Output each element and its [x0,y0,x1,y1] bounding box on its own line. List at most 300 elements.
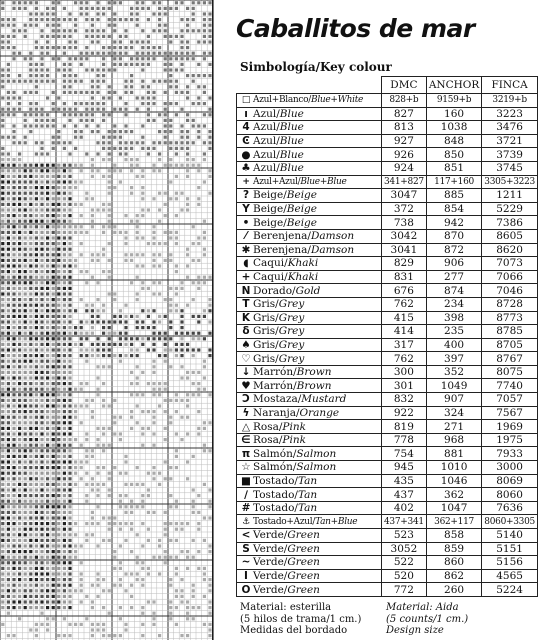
asterisk-icon: ✱ [241,243,251,256]
cross-stitch-pattern-grid [0,0,228,640]
table-row [237,216,538,230]
diagonal-slash-icon: ∕ [244,488,248,501]
finca-code: 1211 [482,189,538,203]
color-name-en: Blue [279,107,304,120]
finca-code: 3739 [482,148,538,162]
anchor-code: 398 [426,311,481,325]
finca-code: 3223 [482,107,538,121]
color-name-es: Azul/ [253,162,280,175]
finca-code: 3305+3223 [482,175,538,189]
color-name-cell [237,202,382,216]
color-name-cell [237,420,382,434]
table-row [237,501,538,515]
pin-down-icon: ↓ [241,366,251,379]
s-glyph-icon: S [242,542,250,555]
color-name-en: Blue [279,162,304,175]
table-row [237,243,538,257]
anchor-icon: ⚓ [242,516,250,527]
finca-code: 5229 [482,202,538,216]
dmc-code: 922 [382,406,427,420]
materials-english [386,602,468,637]
finca-code: 8705 [482,338,538,352]
table-row [237,556,538,570]
anchor-code: 851 [426,161,481,175]
square-outline-icon: □ [241,95,251,106]
color-name-es: Rosa/ [253,420,283,433]
design-size-line: Medidas del bordado [240,625,348,636]
color-name-en: Pink [282,434,306,447]
anchor-code: 906 [426,257,481,271]
material-count-line: (5 hilos de trama/1 cm.) [240,613,362,625]
color-name-cell [237,94,382,108]
anchor-code: 850 [426,148,481,162]
materials-spanish [240,602,361,637]
table-row [237,365,538,379]
color-name-cell [237,189,382,203]
finca-code: 7066 [482,270,538,284]
pi-icon: π [241,447,251,460]
color-name-cell [237,433,382,447]
color-name-en: Tan [297,488,318,501]
material-line: Material: Aida [386,602,459,613]
color-name-cell [237,542,382,556]
anchor-code: 260 [426,583,481,597]
anchor-code: 397 [426,352,481,366]
header-anchor: ANCHOR [426,77,481,94]
dmc-code: 415 [382,311,427,325]
table-row [237,542,538,556]
finca-code: 4565 [482,569,538,583]
color-name-cell [237,270,382,284]
color-name-cell [237,216,382,230]
color-name-es: Azul+Blanco/ [253,95,312,106]
club-icon: ♣ [241,162,251,175]
dmc-code: 829 [382,257,427,271]
color-name-en: Damson [310,243,355,256]
anchor-code: 352 [426,365,481,379]
anchor-code: 858 [426,529,481,543]
table-row [237,202,538,216]
finca-code: 8773 [482,311,538,325]
dmc-code: 827 [382,107,427,121]
k-glyph-icon: K [241,311,251,324]
dmc-code: 676 [382,284,427,298]
color-name-es: Marrón/ [253,366,297,379]
dmc-code: 3047 [382,189,427,203]
color-name-cell [237,365,382,379]
finca-code: 7386 [482,216,538,230]
table-row [237,284,538,298]
table-row [237,257,538,271]
anchor-code: 942 [426,216,481,230]
reversed-c-icon: Ↄ [242,393,250,406]
dmc-code: 317 [382,338,427,352]
dmc-code: 772 [382,583,427,597]
table-row [237,175,538,189]
color-name-cell [237,501,382,515]
color-name-es: Azul/ [253,148,280,161]
plus-icon: + [241,271,251,284]
finca-code: 3219+b [482,94,538,108]
color-name-en: Pink [282,420,306,433]
dmc-code: 372 [382,202,427,216]
finca-code: 3476 [482,121,538,135]
delta-glyph-icon: δ [242,325,250,338]
color-name-cell [237,243,382,257]
tilde-icon: ~ [241,556,251,569]
color-name-en: Beige [286,216,317,229]
material-line: Material: esterilla [240,602,332,613]
element-of-icon: ∈ [241,434,251,447]
color-name-en: Green [287,542,320,555]
filled-square-icon: ■ [241,474,251,487]
color-name-es: Gris/ [253,325,279,338]
table-row [237,379,538,393]
color-name-es: Verde/ [253,556,288,569]
color-name-en: Blue+Blue [300,176,347,187]
color-name-cell [237,284,382,298]
table-row [237,148,538,162]
lightning-icon: ϟ [242,406,250,419]
color-name-en: Salmon [296,461,337,474]
table-row [237,161,538,175]
finca-code: 5224 [482,583,538,597]
anchor-code: 400 [426,338,481,352]
dmc-code: 437 [382,488,427,502]
color-name-cell [237,175,382,189]
question-mark-icon: ? [242,189,250,202]
color-name-cell [237,161,382,175]
dmc-code: 945 [382,461,427,475]
color-name-en: Orange [299,406,340,419]
star-outline-icon: ☆ [241,461,251,474]
color-name-cell [237,556,382,570]
color-name-en: Green [287,556,320,569]
color-name-cell [237,325,382,339]
color-name-cell [237,529,382,543]
c-glyph-icon: Ͼ [242,135,250,148]
table-row [237,338,538,352]
dmc-code: 435 [382,474,427,488]
finca-code: 7740 [482,379,538,393]
n-glyph-icon: N [241,284,251,297]
color-name-en: Grey [278,298,305,311]
heart-icon: ♥ [241,379,251,392]
color-name-es: Gris/ [253,338,279,351]
anchor-code: 235 [426,325,481,339]
color-name-es: Tostado+Azul/ [253,516,316,527]
color-name-es: Salmón/ [253,461,297,474]
color-name-es: Tostado/ [253,502,298,515]
color-name-en: Beige [286,203,317,216]
color-name-es: Berenjena/ [253,230,311,243]
color-name-es: Berenjena/ [253,243,311,256]
spade-icon: ♠ [241,338,251,351]
dmc-code: 300 [382,365,427,379]
dmc-code: 522 [382,556,427,570]
dmc-code: 523 [382,529,427,543]
anchor-code: 277 [426,270,481,284]
table-row [237,134,538,148]
finca-code: 1975 [482,433,538,447]
table-row [237,474,538,488]
color-name-es: Tostado/ [253,488,298,501]
finca-code: 3000 [482,461,538,475]
color-name-es: Gris/ [253,352,279,365]
anchor-code: 874 [426,284,481,298]
color-name-cell [237,107,382,121]
color-name-en: Khaki [287,257,319,270]
anchor-code: 854 [426,202,481,216]
table-row [237,461,538,475]
slash-cross-icon: ⁄ [245,230,247,243]
dmc-code: 754 [382,447,427,461]
anchor-code: 1047 [426,501,481,515]
dmc-code: 831 [382,270,427,284]
table-row [237,121,538,135]
anchor-code: 1010 [426,461,481,475]
color-name-cell [237,569,382,583]
anchor-code: 860 [426,556,481,570]
table-row [237,583,538,597]
color-name-en: Grey [278,311,305,324]
color-name-cell [237,134,382,148]
anchor-code: 271 [426,420,481,434]
table-row [237,297,538,311]
circle-outline-icon: O [241,583,251,596]
color-name-en: Grey [278,338,305,351]
color-name-es: Naranja/ [253,406,300,419]
finca-code: 8620 [482,243,538,257]
color-name-es: Azul/ [253,135,280,148]
color-name-cell [237,311,382,325]
vertical-bar-icon: ı [244,107,248,120]
table-row [237,352,538,366]
dmc-code: 927 [382,134,427,148]
color-name-es: Caqui/ [253,257,288,270]
plus-icon: + [242,176,250,187]
table-row [237,447,538,461]
table-row [237,270,538,284]
table-row [237,311,538,325]
table-row [237,433,538,447]
dmc-code: 402 [382,501,427,515]
design-size-line: Design size [386,625,444,636]
less-than-icon: < [241,529,251,542]
header-finca: FINCA [482,77,538,94]
color-name-es: Beige/ [253,216,287,229]
finca-code: 7567 [482,406,538,420]
finca-code: 8060 [482,488,538,502]
color-name-es: Azul+Azul/ [253,176,301,187]
finca-code: 8060+3305 [482,515,538,529]
color-name-es: Azul/ [253,121,280,134]
color-name-en: Grey [278,325,305,338]
table-row [237,529,538,543]
t-glyph-icon: T [242,298,250,311]
color-name-es: Gris/ [253,311,279,324]
key-subtitle: Simbología/Key colour [240,60,392,74]
anchor-code: 9159+b [426,94,481,108]
color-name-cell [237,257,382,271]
heart-outline-icon: ♡ [241,352,251,365]
page-title: Caballitos de mar [236,14,475,43]
color-name-es: Salmón/ [253,447,297,460]
color-name-es: Verde/ [253,583,288,596]
color-name-cell [237,229,382,243]
table-row [237,189,538,203]
anchor-code: 1038 [426,121,481,135]
finca-code: 8728 [482,297,538,311]
color-name-en: Green [287,583,320,596]
dmc-code: 762 [382,352,427,366]
anchor-code: 324 [426,406,481,420]
numeral-four-icon: 4 [242,121,250,134]
color-name-es: Azul/ [253,107,280,120]
color-name-en: Brown [296,366,332,379]
y-glyph-icon: Y [242,203,250,216]
color-name-en: Grey [278,352,305,365]
anchor-code: 117+160 [426,175,481,189]
color-name-cell [237,297,382,311]
table-row [237,488,538,502]
anchor-code: 1046 [426,474,481,488]
finca-code: 7073 [482,257,538,271]
header-blank [237,77,382,94]
color-key-table [236,76,538,597]
table-row [237,94,538,108]
dmc-code: 926 [382,148,427,162]
color-name-cell [237,121,382,135]
color-name-cell [237,461,382,475]
dmc-code: 819 [382,420,427,434]
anchor-code: 907 [426,393,481,407]
dmc-code: 832 [382,393,427,407]
dmc-code: 778 [382,433,427,447]
table-row [237,420,538,434]
color-name-es: Tostado/ [253,474,298,487]
color-name-es: Gris/ [253,298,279,311]
color-name-cell [237,488,382,502]
color-name-cell [237,474,382,488]
hash-icon: # [241,502,251,515]
anchor-code: 872 [426,243,481,257]
color-name-cell [237,447,382,461]
anchor-code: 968 [426,433,481,447]
anchor-code: 362+117 [426,515,481,529]
finca-code: 8767 [482,352,538,366]
finca-code: 8069 [482,474,538,488]
color-name-es: Verde/ [253,570,288,583]
finca-code: 7933 [482,447,538,461]
color-name-en: Blue [279,135,304,148]
anchor-code: 848 [426,134,481,148]
pattern-texture [0,0,213,640]
dmc-code: 828+b [382,94,427,108]
color-name-en: Green [287,529,320,542]
color-name-cell [237,352,382,366]
dmc-code: 924 [382,161,427,175]
color-name-es: Rosa/ [253,434,283,447]
finca-code: 7636 [482,501,538,515]
color-name-en: Blue [279,148,304,161]
dot-icon: • [242,216,250,229]
anchor-code: 870 [426,229,481,243]
finca-code: 8785 [482,325,538,339]
finca-code: 7046 [482,284,538,298]
color-name-en: Blue+White [311,95,364,106]
color-name-en: Beige [286,189,317,202]
color-name-cell [237,583,382,597]
finca-code: 5156 [482,556,538,570]
anchor-code: 160 [426,107,481,121]
table-row [237,569,538,583]
finca-code: 7057 [482,393,538,407]
color-name-en: Mustard [301,393,347,406]
anchor-code: 234 [426,297,481,311]
finca-code: 3721 [482,134,538,148]
color-name-es: Beige/ [253,203,287,216]
table-row [237,325,538,339]
anchor-code: 362 [426,488,481,502]
color-name-en: Gold [295,284,321,297]
color-name-en: Salmon [296,447,337,460]
color-name-es: Marrón/ [253,379,297,392]
color-name-en: Green [287,570,320,583]
dmc-code: 738 [382,216,427,230]
filled-circle-icon: ● [241,148,251,161]
table-row [237,107,538,121]
finca-code: 5151 [482,542,538,556]
color-name-cell [237,338,382,352]
anchor-code: 862 [426,569,481,583]
material-count-line: (5 counts/1 cm.) [386,613,469,625]
dmc-code: 341+827 [382,175,427,189]
dmc-code: 3041 [382,243,427,257]
anchor-code: 881 [426,447,481,461]
color-name-en: Brown [296,379,332,392]
dmc-code: 301 [382,379,427,393]
dmc-code: 3042 [382,229,427,243]
filled-c-icon: ◖ [243,257,249,270]
color-name-cell [237,379,382,393]
color-name-en: Khaki [287,271,319,284]
dmc-code: 762 [382,297,427,311]
color-name-es: Dorado/ [253,284,296,297]
table-row [237,393,538,407]
color-name-cell [237,406,382,420]
color-name-en: Tan [297,474,318,487]
finca-code: 5140 [482,529,538,543]
color-name-en: Tan [297,502,318,515]
color-name-es: Beige/ [253,189,287,202]
color-name-es: Verde/ [253,542,288,555]
dmc-code: 414 [382,325,427,339]
dmc-code: 3052 [382,542,427,556]
dmc-code: 437+341 [382,515,427,529]
finca-code: 8605 [482,229,538,243]
finca-code: 3745 [482,161,538,175]
anchor-code: 885 [426,189,481,203]
dmc-code: 813 [382,121,427,135]
table-row [237,229,538,243]
color-name-cell [237,515,382,529]
color-name-es: Mostaza/ [253,393,302,406]
color-name-es: Verde/ [253,529,288,542]
color-name-cell [237,393,382,407]
dmc-code: 520 [382,569,427,583]
color-name-en: Tan+Blue [315,516,358,527]
